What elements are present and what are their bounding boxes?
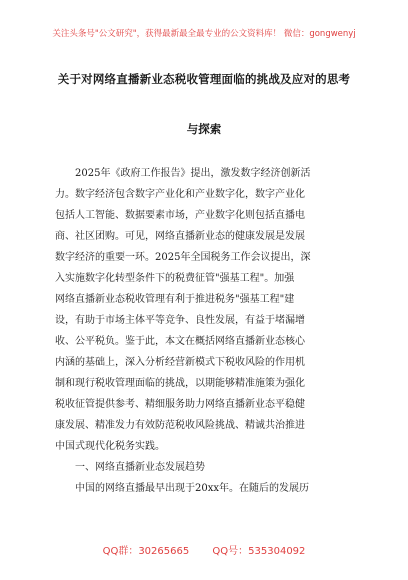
- body-line: 中国式现代化税务实践。: [55, 441, 165, 452]
- body-line: 入实施数字化转型条件下的税费征管"强基工程"。加强: [55, 273, 295, 284]
- body-line: 数字经济的重要一环。2025年全国税务工作会议提出，深: [55, 252, 311, 263]
- body-line: 力。数字经济包含数字产业化和产业数字化，数字产业化: [55, 189, 305, 200]
- document-title-continued: 与探索: [186, 122, 222, 136]
- body-line: 制和现行税收管理面临的挑战，以期能够精准施策为强化: [55, 378, 305, 389]
- footer-banner: [0, 542, 408, 557]
- body-line: 收、公平税负。鉴于此，本文在概括网络直播新业态核心: [55, 336, 305, 347]
- document-title: 关于对网络直播新业态税收管理面临的挑战及应对的思考: [57, 72, 351, 86]
- section-heading: 一、网络直播新业态发展趋势: [75, 462, 205, 473]
- body-line: 康发展、精准发力有效防范税收风险挑战、精诚共治推进: [55, 420, 305, 431]
- footer-qq-group: QQ群：30265665: [102, 546, 190, 557]
- body-line: 设，有助于市场主体平等竞争、良性发展，有益于堵漏增: [55, 315, 305, 326]
- body-line: 2025年《政府工作报告》提出，激发数字经济创新活: [75, 168, 311, 179]
- body-line: 税收征管提供参考、精细服务助力网络直播新业态平稳健: [55, 399, 305, 410]
- body-line: 网络直播新业态税收管理有利于推进税务"强基工程"建: [55, 294, 295, 305]
- body-line: 商、社区团购。可见，网络直播新业态的健康发展是发展: [55, 231, 305, 242]
- header-banner: 关注头条号"公文研究"，获得最新最全最专业的公文资料库！ 微信：gongwenyj: [52, 29, 356, 39]
- body-line: 内涵的基础上，深入分析经营新模式下税收风险的作用机: [55, 357, 305, 368]
- document-body: [55, 163, 355, 499]
- body-line: 包括人工智能、数据要素市场，产业数字化则包括直播电: [55, 210, 305, 221]
- body-line: 中国的网络直播最早出现于20xx年。在随后的发展历: [75, 483, 310, 494]
- footer-qq-number: QQ号：535304092: [212, 546, 306, 557]
